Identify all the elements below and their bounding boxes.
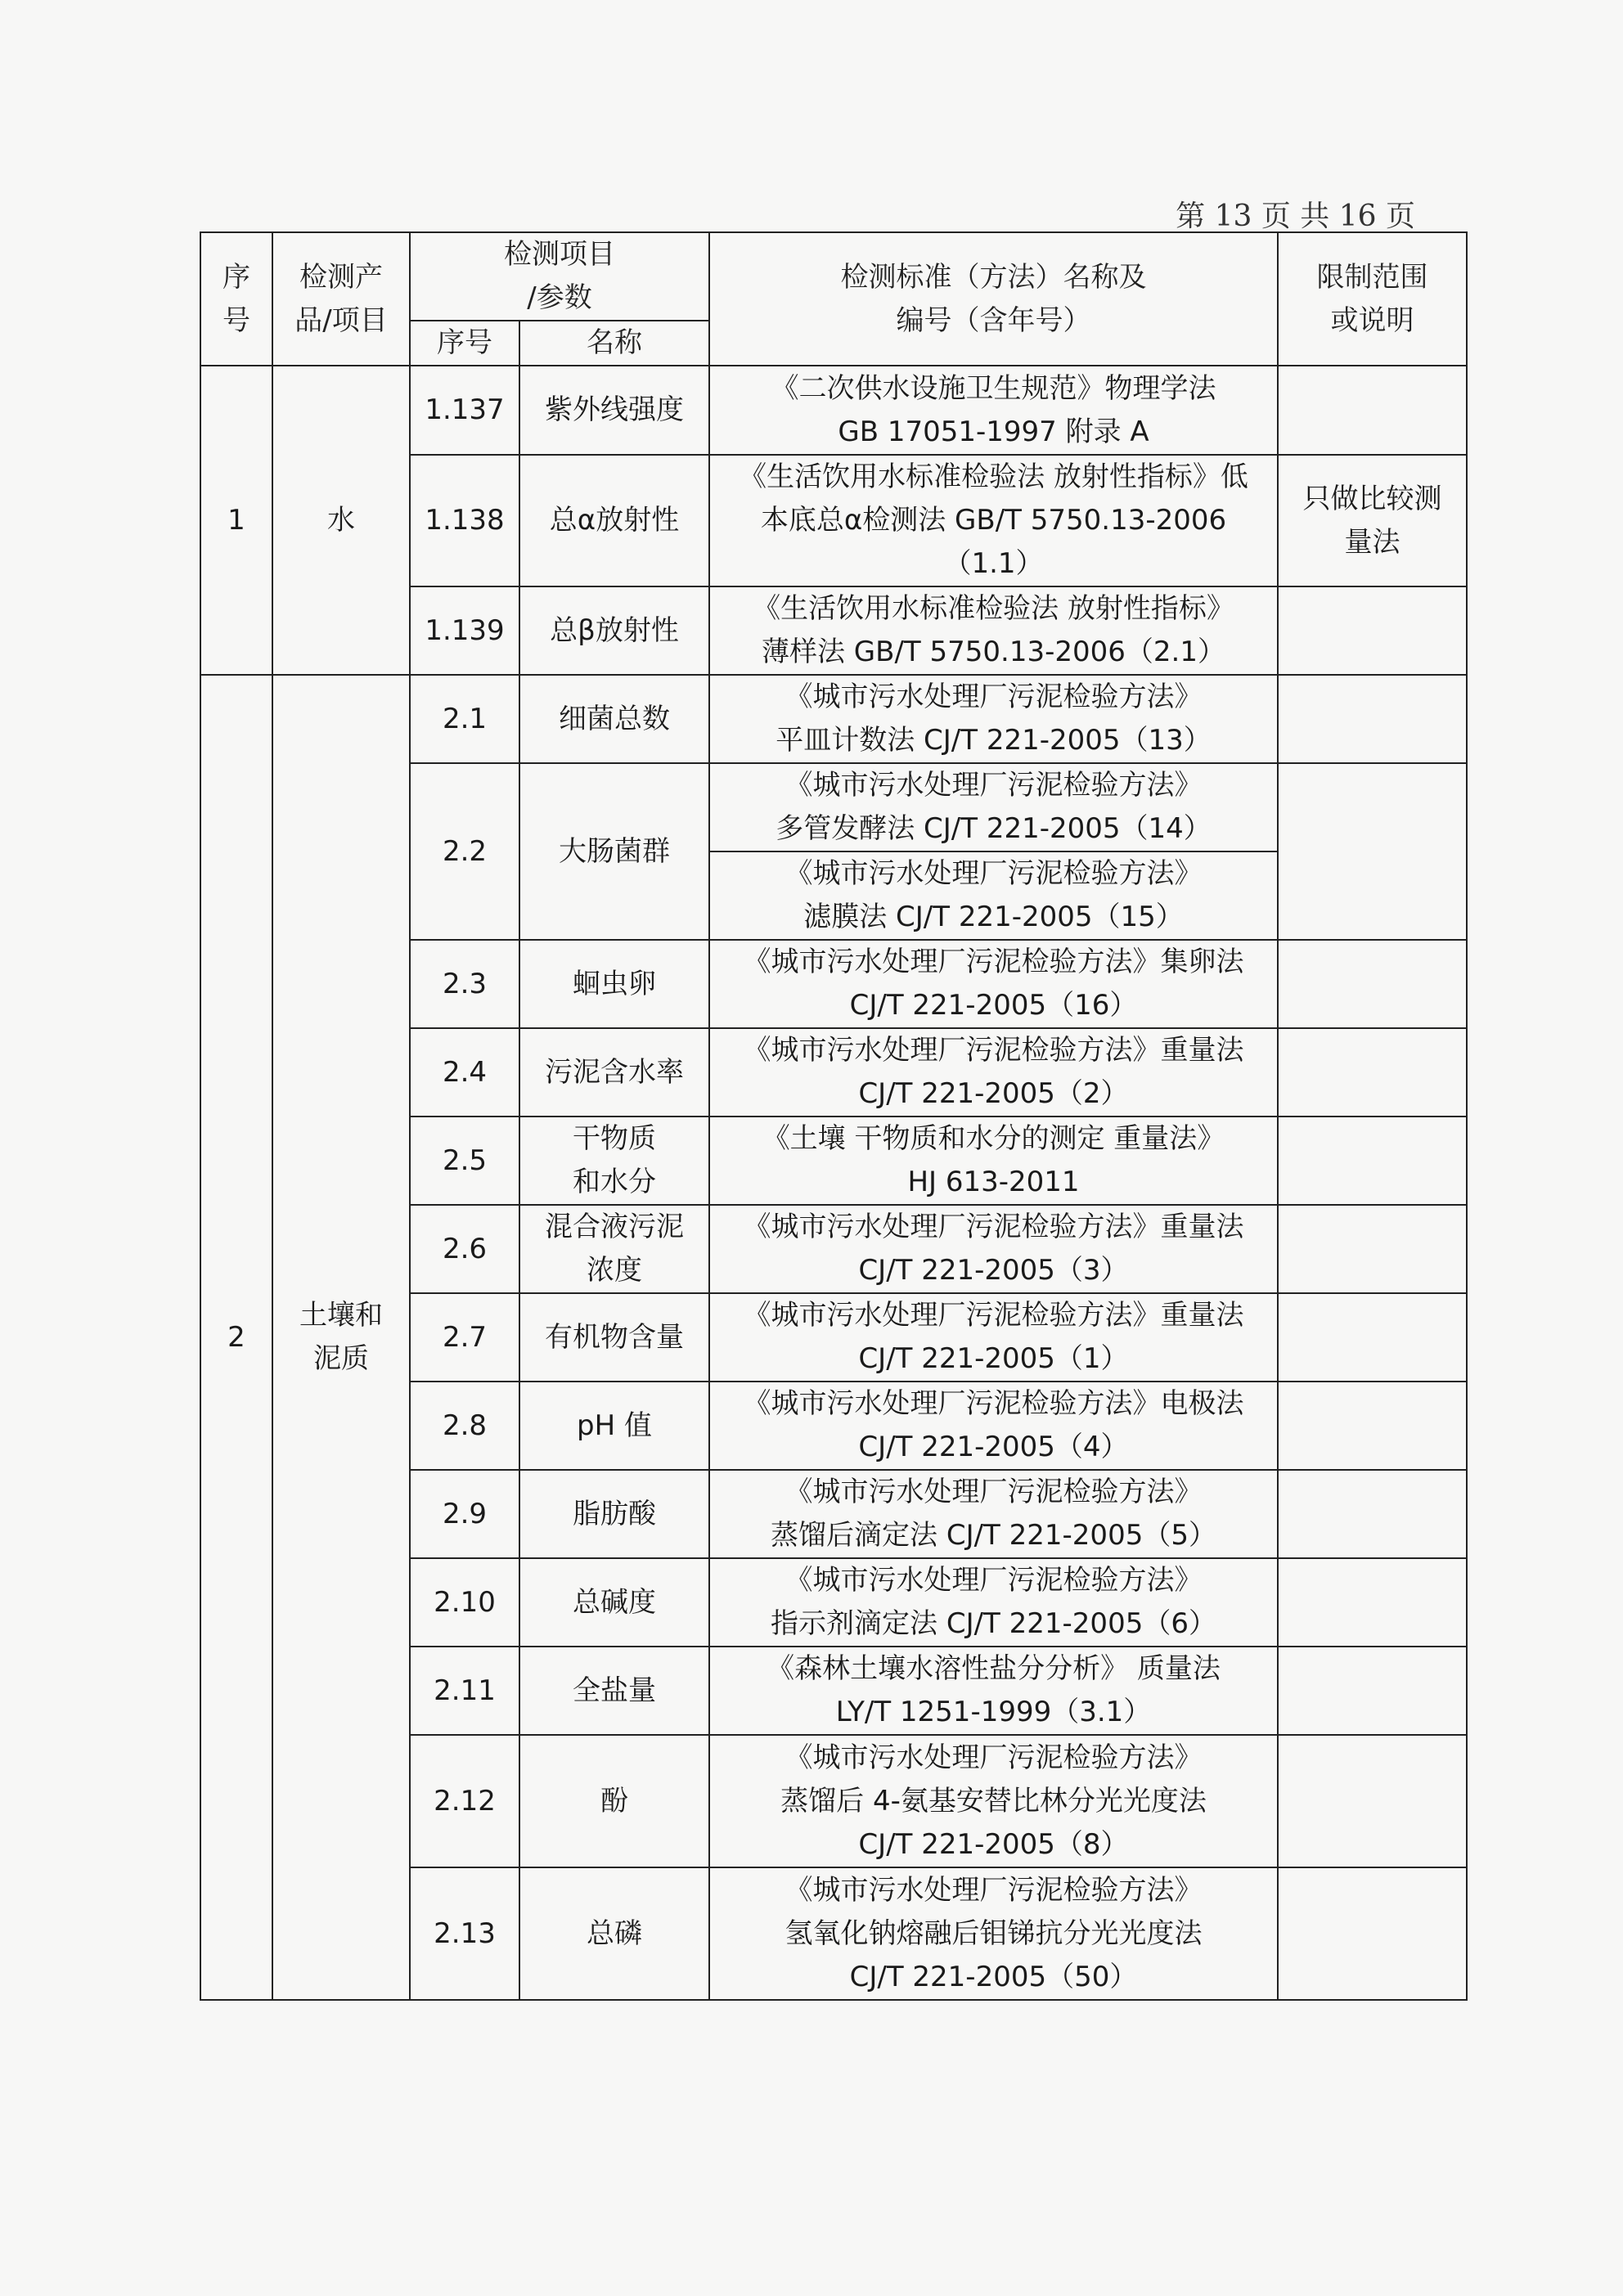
item-name-cell: [519, 1028, 709, 1117]
standard-line: 《二次供水设施卫生规范》物理学法: [771, 371, 1216, 405]
table-row: [200, 366, 1467, 455]
header-standard: 检测标准（方法）名称及 编号（含年号）: [709, 232, 1278, 366]
item-name-line: 总碱度: [573, 1585, 656, 1619]
standard-cell: [709, 763, 1278, 851]
item-name-line: 脂肪酸: [573, 1497, 656, 1530]
standard-cell: [709, 455, 1278, 586]
standard-line: 《城市污水处理厂污泥检验方法》: [785, 1741, 1203, 1774]
standard-line: 氢氧化钠熔融后钼锑抗分光光度法: [785, 1916, 1203, 1950]
standard-cell: [709, 1867, 1278, 2000]
limit-cell: [1278, 940, 1467, 1028]
item-name-cell: [519, 1735, 709, 1867]
standard-cell: [709, 1735, 1278, 1867]
item-name-line: 干物质: [573, 1122, 656, 1155]
item-name-line: 有机物含量: [545, 1320, 684, 1354]
item-name-cell: [519, 1117, 709, 1205]
item-seq-cell: 2.10: [410, 1558, 519, 1647]
limit-cell: [1278, 1647, 1467, 1735]
standard-line: 平皿计数法 CJ/T 221-2005（13）: [776, 724, 1212, 757]
standard-line: 《森林土壤水溶性盐分分析》 质量法: [767, 1652, 1221, 1685]
item-seq-cell: 2.5: [410, 1117, 519, 1205]
product-line: 土壤和: [299, 1299, 383, 1332]
standard-line: 蒸馏后滴定法 CJ/T 221-2005（5）: [771, 1519, 1216, 1552]
header-item-seq: 序号: [410, 321, 519, 366]
header-seq: 序 号: [200, 232, 272, 366]
table-body: [200, 366, 1467, 2000]
item-name-cell: [519, 763, 709, 940]
standard-line: 滤膜法 CJ/T 221-2005（15）: [803, 901, 1184, 933]
limit-cell: [1278, 1028, 1467, 1117]
item-name-cell: [519, 1470, 709, 1558]
standard-cell: [709, 1205, 1278, 1293]
standard-line: 《城市污水处理厂污泥检验方法》重量法: [743, 1299, 1244, 1332]
item-name-line: 总磷: [587, 1916, 642, 1950]
limit-line: 只做比较测: [1302, 482, 1442, 515]
item-name-line: 全盐量: [573, 1674, 656, 1707]
limit-cell: [1278, 1382, 1467, 1470]
limit-cell: [1278, 455, 1467, 586]
item-seq-cell: 2.13: [410, 1867, 519, 2000]
product-line: 水: [327, 503, 355, 537]
standard-line: 《城市污水处理厂污泥检验方法》: [785, 857, 1203, 890]
standard-line: 指示剂滴定法 CJ/T 221-2005（6）: [771, 1607, 1216, 1640]
standard-cell: [709, 940, 1278, 1028]
standard-line: 《城市污水处理厂污泥检验方法》: [785, 681, 1203, 713]
standard-line: 《城市污水处理厂污泥检验方法》: [785, 1873, 1203, 1907]
item-seq-cell: 2.2: [410, 763, 519, 940]
header-item: 检测项目 /参数: [410, 232, 709, 321]
standard-cell: [709, 851, 1278, 940]
standard-cell: [709, 366, 1278, 455]
limit-cell: [1278, 1293, 1467, 1382]
standard-line: HJ 613-2011: [907, 1166, 1080, 1198]
item-name-line: 和水分: [573, 1166, 656, 1198]
item-seq-cell: 2.4: [410, 1028, 519, 1117]
item-name-line: 细菌总数: [559, 702, 670, 735]
standard-cell: [709, 1558, 1278, 1647]
standard-line: 本底总α检测法 GB/T 5750.13-2006: [760, 504, 1227, 537]
standard-line: 薄样法 GB/T 5750.13-2006（2.1）: [762, 636, 1225, 668]
item-name-line: 大肠菌群: [559, 834, 670, 868]
item-seq-cell: 1.138: [410, 455, 519, 586]
standard-line: CJ/T 221-2005（50）: [849, 1960, 1138, 1993]
standard-line: CJ/T 221-2005（8）: [858, 1827, 1129, 1861]
group-seq-cell: 2: [200, 675, 272, 2000]
limit-cell: [1278, 1735, 1467, 1867]
item-name-line: 蛔虫卵: [573, 967, 656, 1000]
limit-cell: [1278, 1205, 1467, 1293]
header-limit: 限制范围 或说明: [1278, 232, 1467, 366]
limit-cell: [1278, 1117, 1467, 1205]
standard-cell: [709, 1647, 1278, 1735]
inspection-table: [200, 231, 1468, 2001]
table-row: [200, 675, 1467, 763]
item-name-cell: [519, 1382, 709, 1470]
standard-line: CJ/T 221-2005（3）: [858, 1254, 1129, 1287]
header-product: 检测产 品/项目: [272, 232, 410, 366]
standard-line: 《城市污水处理厂污泥检验方法》重量法: [743, 1034, 1244, 1067]
standard-line: 《城市污水处理厂污泥检验方法》重量法: [743, 1211, 1244, 1243]
item-name-cell: [519, 940, 709, 1028]
standard-line: LY/T 1251-1999（3.1）: [835, 1696, 1152, 1728]
item-name-cell: [519, 455, 709, 586]
standard-cell: [709, 586, 1278, 675]
standard-cell: [709, 1117, 1278, 1205]
group-seq-cell: 1: [200, 366, 272, 675]
item-name-line: 总α放射性: [549, 504, 680, 537]
item-name-line: 总β放射性: [550, 613, 679, 647]
standard-line: 《城市污水处理厂污泥检验方法》: [785, 769, 1203, 802]
item-name-line: 浓度: [587, 1254, 642, 1287]
standard-line: 《城市污水处理厂污泥检验方法》: [785, 1476, 1203, 1508]
item-seq-cell: 2.7: [410, 1293, 519, 1382]
header-item-name: 名称: [519, 321, 709, 366]
item-name-line: 酚: [600, 1784, 628, 1817]
standard-line: 《生活饮用水标准检验法 放射性指标》: [753, 592, 1234, 625]
item-name-cell: [519, 1205, 709, 1293]
standard-line: 《城市污水处理厂污泥检验方法》: [785, 1564, 1203, 1597]
standard-line: （1.1）: [943, 547, 1044, 580]
page-number: 第 13 页 共 16 页: [1176, 200, 1415, 233]
standard-cell: [709, 1028, 1278, 1117]
standard-line: 《城市污水处理厂污泥检验方法》集卵法: [743, 946, 1244, 978]
item-seq-cell: 2.6: [410, 1205, 519, 1293]
item-seq-cell: 2.8: [410, 1382, 519, 1470]
limit-cell: [1278, 1558, 1467, 1647]
item-seq-cell: 2.3: [410, 940, 519, 1028]
limit-cell: [1278, 366, 1467, 455]
item-name-cell: [519, 1867, 709, 2000]
table-header: [200, 232, 1467, 366]
limit-line: 量法: [1344, 525, 1400, 559]
item-seq-cell: 2.11: [410, 1647, 519, 1735]
standard-cell: [709, 1293, 1278, 1382]
standard-line: 《生活饮用水标准检验法 放射性指标》低: [739, 461, 1248, 493]
item-name-line: 污泥含水率: [545, 1055, 684, 1089]
standard-line: 《土壤 干物质和水分的测定 重量法》: [762, 1122, 1225, 1155]
standard-line: CJ/T 221-2005（16）: [849, 989, 1138, 1022]
item-name-line: pH 值: [577, 1409, 652, 1442]
standard-line: 蒸馏后 4-氨基安替比林分光光度法: [780, 1784, 1207, 1817]
item-name-cell: [519, 586, 709, 675]
item-name-cell: [519, 1647, 709, 1735]
limit-cell: [1278, 763, 1467, 940]
standard-line: 多管发酵法 CJ/T 221-2005（14）: [776, 812, 1212, 845]
standard-line: CJ/T 221-2005（4）: [858, 1431, 1129, 1463]
item-seq-cell: 2.9: [410, 1470, 519, 1558]
item-seq-cell: 1.139: [410, 586, 519, 675]
standard-line: GB 17051-1997 附录 A: [838, 415, 1149, 448]
standard-line: 《城市污水处理厂污泥检验方法》电极法: [743, 1387, 1244, 1420]
item-seq-cell: 2.12: [410, 1735, 519, 1867]
item-seq-cell: 1.137: [410, 366, 519, 455]
item-name-line: 紫外线强度: [545, 393, 684, 426]
item-name-cell: [519, 1558, 709, 1647]
item-seq-cell: 2.1: [410, 675, 519, 763]
item-name-cell: [519, 675, 709, 763]
standard-cell: [709, 1382, 1278, 1470]
standard-line: CJ/T 221-2005（2）: [858, 1077, 1129, 1110]
limit-cell: [1278, 675, 1467, 763]
item-name-cell: [519, 366, 709, 455]
item-name-cell: [519, 1293, 709, 1382]
standard-cell: [709, 1470, 1278, 1558]
standard-line: CJ/T 221-2005（1）: [858, 1342, 1129, 1375]
limit-cell: [1278, 1867, 1467, 2000]
product-cell: [272, 366, 410, 675]
item-name-line: 混合液污泥: [545, 1211, 684, 1243]
limit-cell: [1278, 586, 1467, 675]
limit-cell: [1278, 1470, 1467, 1558]
product-line: 泥质: [313, 1342, 369, 1375]
product-cell: [272, 675, 410, 2000]
standard-cell: [709, 675, 1278, 763]
